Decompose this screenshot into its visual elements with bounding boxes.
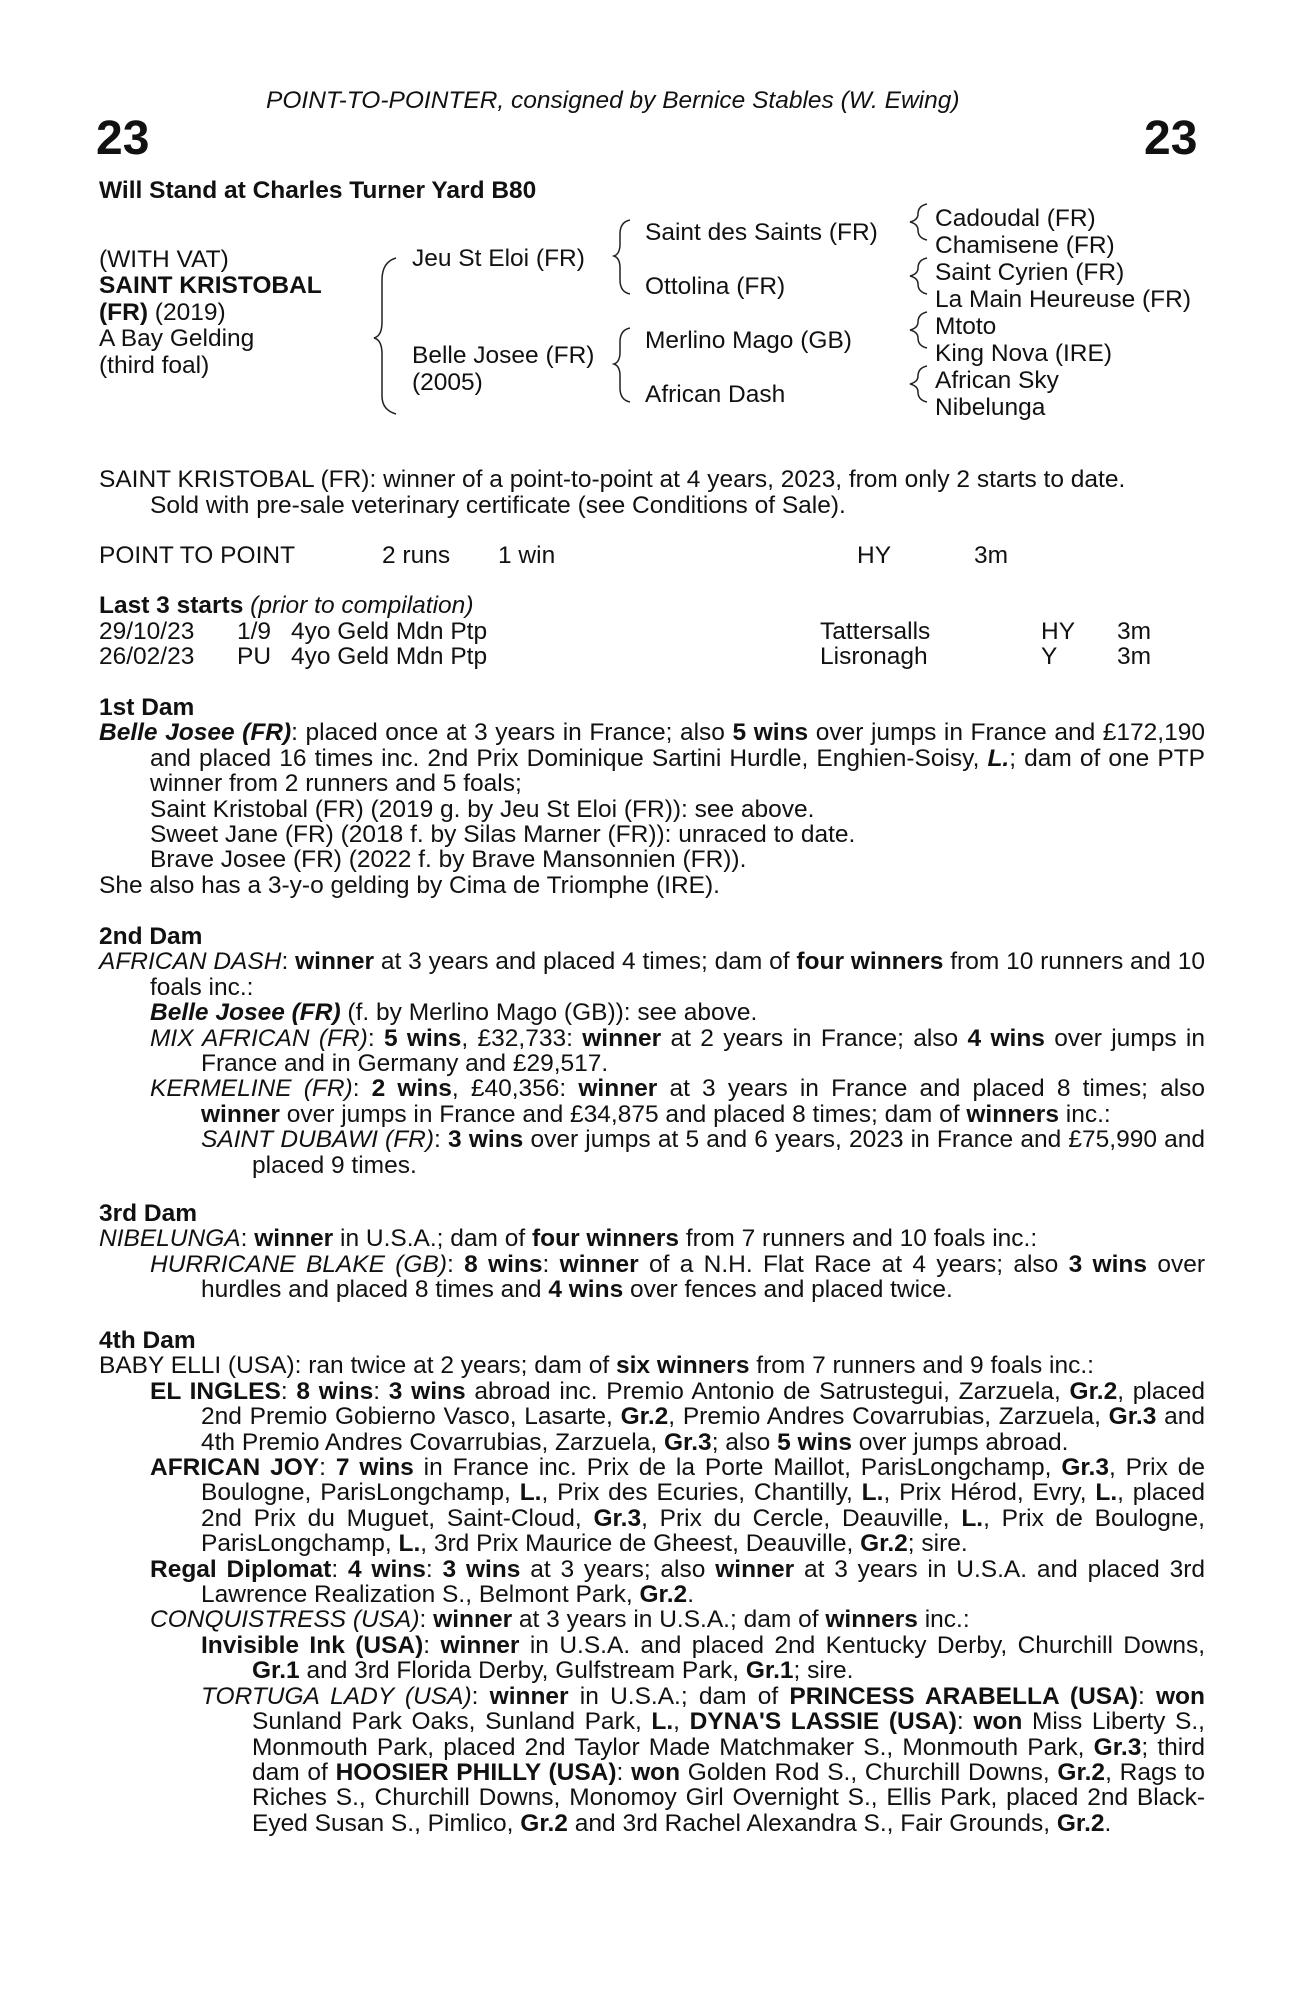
start-position: PU	[237, 643, 272, 670]
pedigree-dam-year: (2005)	[412, 369, 483, 396]
fourth-dam-grandproduce-invisible-ink: Invisible Ink (USA): winner in U.S.A. and placed 2nd Kentucky Derby, Churchill Downs, Gr.1 and 3rd Florida Derby, Gulfstream Park, Gr.1; sire.	[201, 1631, 1205, 1685]
last-starts-title: Last 3 starts	[99, 592, 244, 619]
pedigree-ggp-2: Chamisene (FR)	[935, 232, 1115, 259]
last-starts-subtitle: (prior to compilation)	[250, 592, 474, 619]
second-dam-grandproduce-1: SAINT DUBAWI (FR): 3 wins over jumps at 5 and 6 years, 2023 in France and £75,990 and placed 9 times.	[201, 1126, 1206, 1179]
ptp-label: POINT TO POINT	[99, 542, 296, 569]
foal-number: (third foal)	[99, 352, 210, 379]
fourth-dam-text: BABY ELLI (USA): ran twice at 2 years; dam of six winners from 7 runners and 9 foals inc.:	[99, 1352, 1094, 1380]
fourth-dam-produce-african-joy: AFRICAN JOY: 7 wins in France inc. Prix de la Porte Maillot, ParisLongchamp, Gr.3, Prix de Boulogne, ParisLongchamp, L., Prix des Ecuries, Chantilly, L., Prix Hérod, Evry, L., placed 2nd Prix du Muguet, Saint-Cloud, Gr.3, Prix du Cercle, Deauville, L., Prix de Boulogne, ParisLongchamp, L., 3rd Prix Maurice de Gheest, Deauville, Gr.2; sire.	[150, 1454, 1206, 1558]
pedigree-ggp-8: Nibelunga	[935, 394, 1046, 421]
fourth-dam-produce-el-ingles: EL INGLES: 8 wins: 3 wins abroad inc. Premio Antonio de Satrustegui, Zarzuela, Gr.2, placed 2nd Premio Gobierno Vasco, Lasarte, Gr.2, Premio Andres Covarrubias, Zarzuela, Gr.3 and 4th Premio Andres Covarrubias, Zarzuela, Gr.3; also 5 wins over jumps abroad.	[150, 1377, 1205, 1456]
start-going: HY	[1041, 618, 1076, 645]
pedigree-ggp-5: Mtoto	[935, 313, 997, 340]
start-going: Y	[1041, 643, 1058, 670]
start-distance: 3m	[1117, 643, 1152, 670]
third-dam-name: NIBELUNGA	[99, 1225, 241, 1253]
second-dam-heading: 2nd Dam	[99, 923, 203, 950]
second-dam-produce-3: KERMELINE (FR): 2 wins, £40,356: winner at 3 years in France and placed 8 times; also winner over jumps in France and £34,875 and placed 8 times; dam of winners inc.:	[150, 1075, 1206, 1128]
start-course: Tattersalls	[820, 618, 931, 645]
summary-line-2: Sold with pre-sale veterinary certificate (see Conditions of Sale).	[150, 492, 846, 519]
lot-number-left: 23	[96, 112, 150, 165]
lot-number-right: 23	[1144, 112, 1198, 165]
vat-note: (WITH VAT)	[99, 246, 229, 273]
second-dam-text: AFRICAN DASH: winner at 3 years and placed 4 times; dam of four winners from 10 runners and 10 foals inc.:	[99, 948, 1205, 1001]
ptp-wins: 1 win	[498, 542, 556, 569]
third-dam-text: NIBELUNGA: winner in U.S.A.; dam of four winners from 7 runners and 10 foals inc.:	[99, 1225, 1038, 1253]
summary-line-1: SAINT KRISTOBAL (FR): winner of a point-to-point at 4 years, 2023, from only 2 starts to date.	[99, 466, 1126, 493]
first-dam-progeny-1: Saint Kristobal (FR) (2019 g. by Jeu St Eloi (FR)): see above.	[150, 795, 815, 823]
first-dam-progeny-3: Brave Josee (FR) (2022 f. by Brave Mansonnien (FR)).	[150, 846, 747, 874]
horse-suffix: (FR)	[99, 299, 148, 326]
second-dam-produce-2: MIX AFRICAN (FR): 5 wins, £32,733: winner at 2 years in France; also 4 wins over jumps in France and in Germany and £29,517.	[150, 1024, 1205, 1078]
horse-name: SAINT KRISTOBAL	[99, 272, 322, 299]
pedigree-sire: Jeu St Eloi (FR)	[412, 245, 585, 272]
fourth-dam-produce-regal-diplomat: Regal Diplomat: 4 wins: 3 wins at 3 years; also winner at 3 years in U.S.A. and placed 3rd Lawrence Realization S., Belmont Park, Gr.2.	[150, 1555, 1205, 1609]
first-dam-section	[99, 695, 1205, 898]
pedigree-ggp-1: Cadoudal (FR)	[935, 205, 1096, 232]
pedigree-dam: Belle Josee (FR)	[412, 342, 595, 369]
last-starts-heading	[99, 593, 473, 618]
start-date: 29/10/23	[99, 618, 195, 645]
start-position: 1/9	[237, 618, 272, 645]
pedigree-grandsire-1: Saint des Saints (FR)	[645, 219, 878, 246]
stand-location: Will Stand at Charles Turner Yard B80	[99, 177, 537, 204]
pedigree-granddam-1: Ottolina (FR)	[645, 273, 786, 300]
fourth-dam-section	[99, 1328, 1205, 1836]
start-race: 4yo Geld Mdn Ptp	[291, 618, 488, 645]
fourth-dam-grandproduce-tortuga-lady: TORTUGA LADY (USA): winner in U.S.A.; dam of PRINCESS ARABELLA (USA): won Sunland Park Oaks, Sunland Park, L., DYNA'S LASSIE (USA): won Miss Liberty S., Monmouth Park, placed 2nd Taylor Made Matchmaker S., Monmouth Park, Gr.3; third dam of HOOSIER PHILLY (USA): won Golden Rod S., Churchill Downs, Gr.2, Rags to Riches S., Churchill Downs, Monomoy Girl Overnight S., Ellis Park, placed 2nd Black-Eyed Susan S., Pimlico, Gr.2 and 3rd Rachel Alexandra S., Fair Grounds, Gr.2.	[201, 1682, 1206, 1837]
fourth-dam-heading: 4th Dam	[99, 1327, 196, 1354]
horse-description: A Bay Gelding	[99, 325, 255, 352]
start-distance: 3m	[1117, 618, 1152, 645]
first-dam-name: Belle Josee (FR)	[99, 719, 292, 747]
pedigree-braces	[0, 0, 1314, 420]
start-race: 4yo Geld Mdn Ptp	[291, 643, 488, 670]
start-course: Lisronagh	[820, 643, 928, 670]
first-dam-text: Belle Josee (FR): placed once at 3 years in France; also 5 wins over jumps in France and £172,190 and placed 16 times inc. 2nd Prix Dominique Sartini Hurdle, Enghien-Soisy, L.; dam of one PTP winner from 2 runners and 5 foals;	[99, 719, 1205, 798]
second-dam-section	[99, 924, 1205, 1178]
second-dam-produce-1: Belle Josee (FR) (f. by Merlino Mago (GB)): see above.	[150, 999, 758, 1027]
third-dam-produce-1: HURRICANE BLAKE (GB): 8 wins: winner of a N.H. Flat Race at 4 years; also 3 wins over hurdles and placed 8 times and 4 wins over fences and placed twice.	[150, 1250, 1205, 1304]
ptp-runs: 2 runs	[382, 542, 451, 569]
horse-year: (2019)	[154, 299, 226, 326]
ptp-going: HY	[857, 542, 892, 569]
page-title: POINT-TO-POINTER, consigned by Bernice Stables (W. Ewing)	[266, 87, 960, 114]
first-dam-heading: 1st Dam	[99, 694, 195, 721]
third-dam-section	[99, 1201, 1205, 1303]
start-date: 26/02/23	[99, 643, 195, 670]
fourth-dam-produce-conquistress: CONQUISTRESS (USA): winner at 3 years in U.S.A.; dam of winners inc.:	[150, 1606, 970, 1634]
second-dam-name: AFRICAN DASH	[99, 948, 282, 976]
pedigree-ggp-3: Saint Cyrien (FR)	[935, 259, 1125, 286]
pedigree-ggp-6: King Nova (IRE)	[935, 340, 1113, 367]
first-dam-also: She also has a 3-y-o gelding by Cima de Triomphe (IRE).	[99, 871, 720, 899]
pedigree-ggp-4: La Main Heureuse (FR)	[935, 286, 1191, 313]
ptp-distance: 3m	[974, 542, 1009, 569]
pedigree-granddam-2: African Dash	[645, 381, 786, 408]
first-dam-progeny-2: Sweet Jane (FR) (2018 f. by Silas Marner (FR)): unraced to date.	[150, 821, 856, 849]
pedigree-ggp-7: African Sky	[935, 367, 1059, 394]
third-dam-heading: 3rd Dam	[99, 1200, 198, 1227]
pedigree-grandsire-2: Merlino Mago (GB)	[645, 327, 852, 354]
